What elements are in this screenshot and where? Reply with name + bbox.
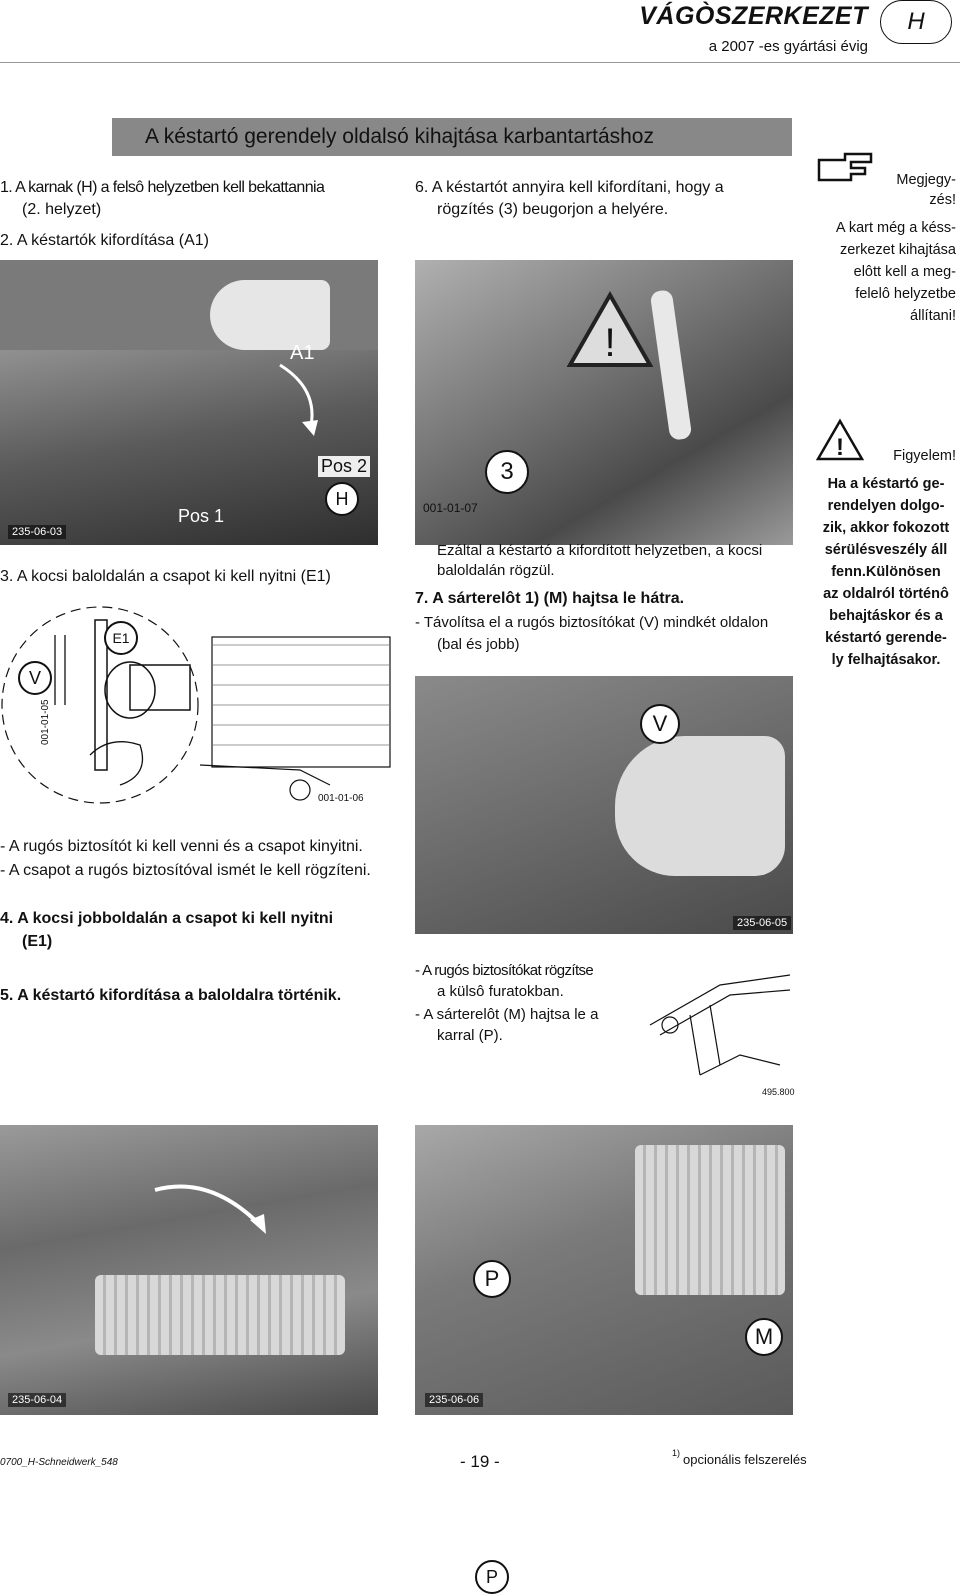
note-line-5: állítani! — [910, 308, 956, 324]
label-v: V — [18, 661, 52, 695]
warn-line-2: rendelyen dolgo- — [827, 498, 945, 514]
photo-ref: 235-06-03 — [8, 525, 66, 539]
label-3: 3 — [485, 450, 529, 494]
knife-beam-shape — [95, 1275, 345, 1355]
pointing-hand-icon — [815, 150, 875, 188]
label-a1: A1 — [290, 342, 315, 364]
middle-text-1-cont: baloldalán rögzül. — [437, 562, 555, 579]
middle-bullet-1: - Távolítsa el a rugós biztosítókat (V) mindkét oldalon — [415, 614, 769, 631]
photo-ref-3: 235-06-05 — [733, 916, 791, 930]
middle-bullet-1-cont: (bal és jobb) — [437, 636, 520, 653]
diagram-drawing — [0, 585, 395, 815]
diagram-pin-e1 — [0, 585, 395, 815]
hand-shape — [210, 280, 330, 350]
svg-text:!: ! — [836, 434, 844, 461]
middle-bullet-2: - A rugós biztosítókat rögzítse — [415, 962, 594, 979]
step-6: 6. A késtartót annyira kell kifordítani, hogy a — [415, 179, 724, 196]
warn-line-5: fenn.Különösen — [831, 564, 941, 580]
footer-footnote: opcionális felszerelés — [683, 1452, 807, 1467]
note-line-1: A kart még a késs- — [835, 220, 956, 236]
warn-line-7: behajtáskor és a — [829, 608, 943, 624]
photo-knife-holder-swing — [0, 260, 378, 545]
label-h: H — [325, 482, 359, 516]
step-4: 4. A kocsi jobboldalán a csapot ki kell nyitni — [0, 910, 334, 927]
warn-line-8: késtartó gerende- — [825, 630, 947, 646]
banner-text: A késtartó gerendely oldalsó kihajtása karbantartáshoz — [145, 125, 654, 148]
diagram-ref-1: 001-01-05 — [40, 699, 51, 745]
photo-lock-engage — [415, 260, 793, 545]
header-rule — [0, 62, 960, 63]
knife-beam-shape-2 — [635, 1145, 785, 1295]
note-title-2: zés! — [929, 192, 956, 208]
middle-bullet-2-cont: a külsô furatokban. — [437, 983, 564, 1000]
note-line-2: zerkezet kihajtása — [839, 242, 956, 258]
warn-line-3: zik, akkor fokozott — [822, 520, 950, 536]
step-1: 1. A karnak (H) a felsô helyzetben kell bekattannia — [0, 179, 325, 196]
svg-text:!: ! — [604, 321, 616, 365]
middle-bullet-3: - A sárterelôt (M) hajtsa le a — [415, 1006, 599, 1023]
drawing-ref: 495.800 — [762, 1087, 795, 1097]
note-line-3: elôtt kell a meg- — [853, 264, 956, 280]
label-p-marker: P — [473, 1260, 511, 1298]
warn-line-1: Ha a késtartó ge- — [827, 476, 945, 492]
drawing-mudguard — [640, 955, 795, 1100]
arrow-icon — [270, 360, 330, 440]
page-subtitle: a 2007 -es gyártási évig — [708, 38, 868, 55]
page-title: VÁGÒSZERKEZET — [639, 2, 868, 30]
step-5: 5. A késtartó kifordítása a baloldalra történik. — [0, 987, 342, 1004]
hand-shape-2 — [615, 736, 785, 876]
section-banner — [112, 118, 792, 156]
middle-bullet-3-cont: karral (P). — [437, 1027, 503, 1044]
label-pos1: Pos 1 — [178, 506, 225, 526]
warn-line-6: az oldalról történô — [823, 586, 949, 602]
step-1-cont: (2. helyzet) — [22, 201, 102, 218]
label-pos2: Pos 2 — [318, 456, 370, 477]
footer-page-number: - 19 - — [460, 1452, 500, 1471]
lever-shape — [650, 289, 693, 441]
photo-ref-4: 235-06-04 — [8, 1393, 66, 1407]
step-2: 2. A késtartók kifordítása (A1) — [0, 232, 209, 249]
diagram-ref-2: 001-01-06 — [318, 793, 364, 804]
footer-footnote-mark: 1) — [672, 1448, 681, 1458]
photo-ref-2: 001-01-07 — [423, 501, 478, 515]
note-title: Megjegy- — [896, 172, 956, 188]
step-3: 3. A kocsi baloldalán a csapot ki kell nyitni (E1) — [0, 568, 331, 585]
label-p: P — [475, 1560, 509, 1594]
step-4-cont: (E1) — [22, 933, 53, 950]
photo-ref-5: 235-06-06 — [425, 1393, 483, 1407]
section-letter-badge: H — [880, 0, 952, 44]
mudguard-drawing — [640, 955, 795, 1100]
left-bullet-1: - A rugós biztosítót ki kell venni és a csapot kinyitni. — [0, 838, 363, 855]
left-bullet-2: - A csapot a rugós biztosítóval ismét le kell rögzíteni. — [0, 862, 371, 879]
warning-sign-icon — [565, 290, 655, 370]
step-6-cont: rögzítés (3) beugorjon a helyére. — [437, 201, 669, 218]
photo-knife-holder-left — [0, 1125, 378, 1415]
note-line-4: felelô helyzetbe — [855, 286, 956, 302]
warn-line-9: ly felhajtásakor. — [831, 652, 941, 668]
label-e1: E1 — [104, 621, 138, 655]
step-7: 7. A sárterelôt 1) (M) hajtsa le hátra. — [415, 590, 685, 607]
curved-arrow-icon — [150, 1170, 270, 1240]
warning-triangle-icon — [815, 418, 865, 462]
warn-line-4: sérülésveszély áll — [824, 542, 948, 558]
footer-doc-code: 0700_H-Schneidwerk_548 — [0, 1457, 118, 1468]
middle-text-1: Ezáltal a késtartó a kifordított helyzetben, a kocsi — [437, 542, 763, 559]
label-v-photo: V — [640, 704, 680, 744]
photo-spring-pin — [415, 676, 793, 934]
warn-title: Figyelem! — [893, 448, 956, 464]
label-m-marker: M — [745, 1318, 783, 1356]
